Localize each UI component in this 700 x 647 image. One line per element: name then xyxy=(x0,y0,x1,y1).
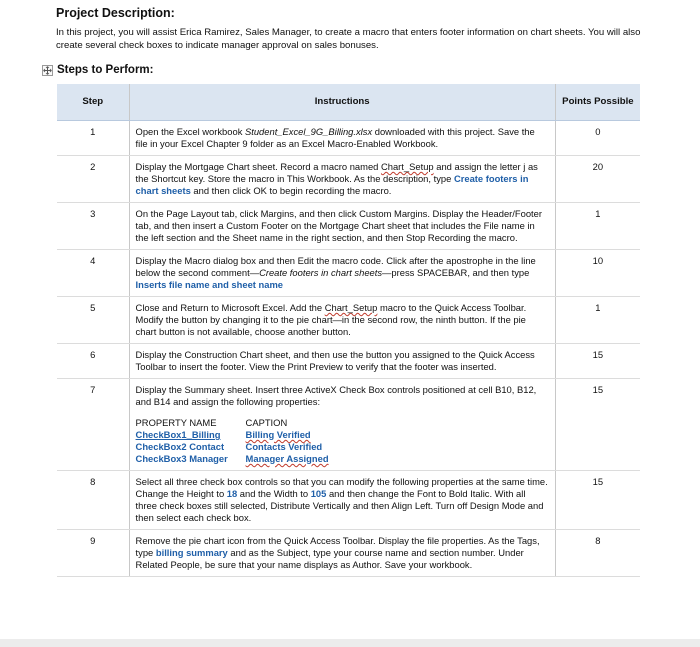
property-caption: Manager Assigned xyxy=(245,453,329,464)
window-bottom-bar xyxy=(0,639,700,647)
table-row xyxy=(57,379,640,471)
points-possible: 15 xyxy=(555,471,640,530)
instruction-text-run: —press SPACEBAR, and then type xyxy=(382,267,530,278)
step-number: 2 xyxy=(57,156,129,203)
header-step: Step xyxy=(57,84,129,121)
property-caption: Contacts Verified xyxy=(245,441,323,452)
points-possible: 1 xyxy=(555,203,640,250)
step-number: 5 xyxy=(57,297,129,344)
points-possible: 0 xyxy=(555,121,640,156)
instruction-text-run: Select all three check box controls so that you can modify the following properties at the same time. Change the Height to xyxy=(135,476,548,499)
instruction-text xyxy=(136,208,549,244)
step-number: 6 xyxy=(57,344,129,379)
step-instructions xyxy=(129,530,555,577)
points-possible: 15 xyxy=(555,344,640,379)
instruction-text-run: Display the Construction Chart sheet, and then use the button you assigned to the Quick Access Toolbar to insert the footer. View the Print Preview to verify that the footer was inserted. xyxy=(135,349,535,372)
table-row xyxy=(57,156,640,203)
step-number: 8 xyxy=(57,471,129,530)
property-name: CheckBox2 Contact xyxy=(135,441,225,452)
table-row xyxy=(57,250,640,297)
instruction-text-run: and then click OK to begin recording the macro. xyxy=(190,185,392,196)
step-number: 9 xyxy=(57,530,129,577)
instruction-text xyxy=(136,384,549,408)
instruction-text-run: Inserts file name and sheet name xyxy=(135,279,283,290)
instruction-text-run: as the Shortcut key. Store the macro in This Workbook. As the description, type xyxy=(135,161,538,184)
instruction-text-run: Remove the pie chart icon from the Quick Access Toolbar. Display the file properties. As the Tags, type xyxy=(135,535,540,558)
points-possible: 20 xyxy=(555,156,640,203)
instruction-text xyxy=(136,161,549,197)
table-row xyxy=(57,203,640,250)
instruction-text xyxy=(136,126,549,150)
instruction-text-run: Open the Excel workbook xyxy=(135,126,245,137)
instruction-text-run: Display the Mortgage Chart sheet. Record a macro named xyxy=(135,161,381,172)
step-instructions xyxy=(129,121,555,156)
instruction-text-run: downloaded with this project. Save the file in your Excel Chapter 9 folder as an Excel Macro-Enabled Workbook. xyxy=(135,126,535,149)
step-number: 3 xyxy=(57,203,129,250)
property-row xyxy=(136,441,549,453)
instruction-text-run: Display the Macro dialog box and then Edit the macro code. Click after the apostrophe in the line below the second comment— xyxy=(135,255,536,278)
property-caption: Billing Verified xyxy=(245,429,311,440)
steps-table-body xyxy=(57,121,640,577)
instruction-text-run: and as the Subject, type your course name and section number. Under Related People, be sure that your name displays as Author. Save your workbook. xyxy=(135,547,524,570)
points-possible: 8 xyxy=(555,530,640,577)
instruction-text-run: 18 xyxy=(226,488,238,499)
property-name: CheckBox3 Manager xyxy=(135,453,228,464)
table-row xyxy=(57,471,640,530)
table-row xyxy=(57,121,640,156)
instruction-text-run: Create footers in chart sheets xyxy=(259,267,383,278)
property-row xyxy=(136,453,549,465)
header-points-possible: Points Possible xyxy=(555,84,640,121)
instruction-text xyxy=(136,476,549,524)
instruction-text-run: j xyxy=(523,161,526,172)
step-instructions xyxy=(129,250,555,297)
steps-table-header-row xyxy=(57,84,640,121)
step-instructions xyxy=(129,297,555,344)
instruction-text-run: 105 xyxy=(310,488,327,499)
instruction-text-run: and then change the Font to Bold Italic. With all three check boxes still selected, Distribute Vertically and then Align Left. Turn off Design Mode and then select each check box. xyxy=(135,488,544,523)
instruction-text-run: Chart_Setup xyxy=(324,302,378,313)
table-row xyxy=(57,297,640,344)
property-row xyxy=(136,429,549,441)
instruction-text-run: Student_Excel_9G_Billing.xlsx xyxy=(244,126,373,137)
property-name-header: PROPERTY NAME xyxy=(135,417,217,428)
instruction-text-run: and assign the letter xyxy=(433,161,524,172)
step-number: 7 xyxy=(57,379,129,471)
instruction-text xyxy=(136,535,549,571)
steps-table xyxy=(57,84,640,577)
step-instructions xyxy=(129,471,555,530)
instruction-text-run: Chart_Setup xyxy=(380,161,434,172)
instruction-text-run: billing summary xyxy=(155,547,228,558)
step-number: 4 xyxy=(57,250,129,297)
points-possible: 10 xyxy=(555,250,640,297)
instruction-text-run: macro to the Quick Access Toolbar. Modify the button by changing it to the pie chart—in the second row, the ninth button. If the pie chart button is not available, choose another button. xyxy=(135,302,527,337)
points-possible: 15 xyxy=(555,379,640,471)
instruction-text xyxy=(136,349,549,373)
step-instructions xyxy=(129,156,555,203)
instruction-text xyxy=(136,302,549,338)
step-instructions xyxy=(129,203,555,250)
step-instructions xyxy=(129,379,555,471)
table-row xyxy=(57,530,640,577)
instruction-text-run: Close and Return to Microsoft Excel. Add the xyxy=(135,302,325,313)
property-name: CheckBox1_Billing xyxy=(135,429,221,440)
instruction-text-run: and the Width to xyxy=(237,488,311,499)
table-move-handle-icon[interactable] xyxy=(42,65,53,76)
table-row xyxy=(57,344,640,379)
step-instructions xyxy=(129,344,555,379)
instruction-text xyxy=(136,255,549,291)
caption-header: CAPTION xyxy=(245,417,288,428)
checkbox-properties-list xyxy=(136,417,549,465)
instruction-text-run: On the Page Layout tab, click Margins, and then click Custom Margins. Display the Header/Footer tab, and then insert a Custom Footer on the Mortgage Chart sheet that includes the File name in the left section and the Sheet name in the right section, and then Stop Recording the macro. xyxy=(135,208,542,243)
instruction-text-run: Create footers in chart sheets xyxy=(135,173,529,196)
step-number: 1 xyxy=(57,121,129,156)
project-description-heading: Project Description: xyxy=(56,6,175,20)
points-possible: 1 xyxy=(555,297,640,344)
header-instructions: Instructions xyxy=(129,84,555,121)
properties-header xyxy=(136,417,549,429)
project-intro-text: In this project, you will assist Erica Ramirez, Sales Manager, to create a macro that enters footer information on chart sheets. You will also create several check boxes to indicate manager approval on sales bonuses. xyxy=(56,27,641,51)
steps-to-perform-heading: Steps to Perform: xyxy=(57,64,154,76)
instruction-text-run: Display the Summary sheet. Insert three ActiveX Check Box controls positioned at cell B10, B12, and B14 and assign the following properties: xyxy=(135,384,537,407)
